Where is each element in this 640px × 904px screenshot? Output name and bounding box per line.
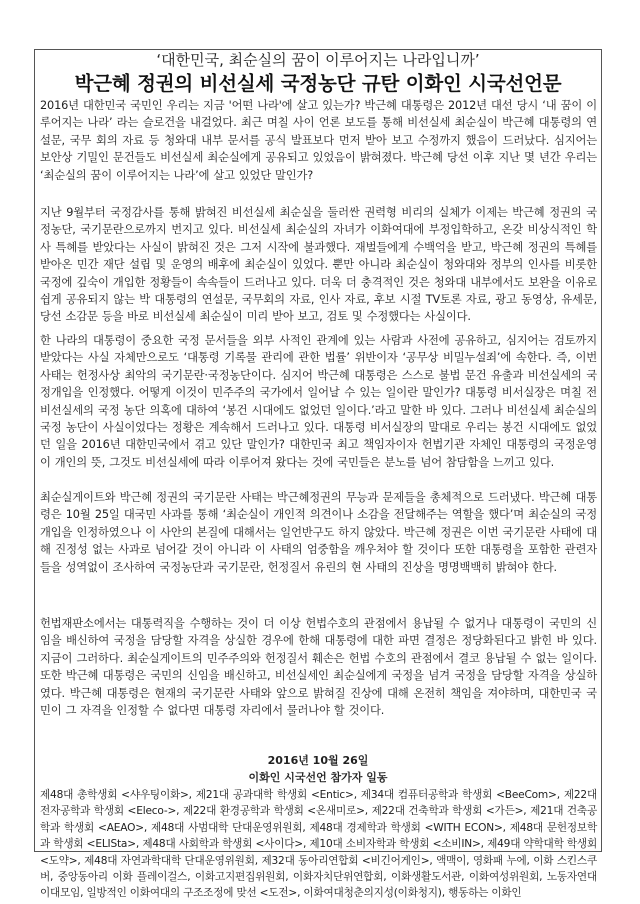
participant-list: 제48대 총학생회 <샤우팅이화>, 제21대 공과대학 학생회 <Entic>, 제34대 컴퓨터공학과 학생회 <BeeCom>, 제22대 전자공학과 학생회 <Eleco->, 제22대 환경공학과 학생회 <온새미로>, 제22대 건축학과 학생회 <가든>, 제21대 건축공학과 학생회 <AEAO>, 제48대 사범대학 단대운영위원회, 제48대 경제학과 학생회 <WITH ECON>, 제48대 문헌정보학과 학생회 <ELISta>, 제48대 사회학과 학생회 <사이다>, 제10대 소비자학과 학생회 <소비IN>, 제49대 약학대학 학생회 <도약>, 제48대 자연과학대학 단대운영위원회, 제32대 동아리연합회 <비긴어게인>, 액맥이, 영화패 누에, 이화 스킨스쿠버, 중앙동아리 이화 플레이걸스, 이화고지편집위원회, 이화자치단위연합회, 이화생활도서관, 이화여성위원회, 노동자연대 이대모임, 일방적인 이화여대의 구조조정에 맞선 <도전>, 이화여대청춘의지성(이화청지), 행동하는 이화인 [40, 789, 597, 900]
document-title: 박근혜 정권의 비선실세 국정농단 규탄 이화인 시국선언문 [74, 72, 562, 95]
signature-date: 2016년 10월 26일 [267, 754, 369, 767]
document-subtitle: ‘대한민국, 최순실의 꿈이 이루어지는 나라입니까’ [156, 51, 480, 69]
document-frame [34, 49, 602, 900]
paragraph-4: 최순실게이트와 박근혜 정권의 국기문란 사태는 박근혜정권의 무능과 문제들을 총체적으로 드러냈다. 박근혜 대통령은 10월 25일 대국민 사과를 통해 ‘최순실이 개인적 의견이나 소감을 전달해주는 역할을 했다’며 최순실의 국정 개입을 인정하였으나 이 사안의 본질에 대해서는 일언반구도 하지 않았다. 박근혜 정권은 이번 국기문란 사태에 대해 진정성 없는 사과로 넘어갈 것이 아니라 이 사태의 엄중함을 깨우쳐야 할 것이다 또한 대통령을 포함한 관련자들을 성역없이 조사하여 국정농단과 국기문란, 헌정질서 유린의 현 사태의 진상을 명명백백히 밝혀야 한다. [40, 491, 597, 574]
paragraph-3: 한 나라의 대통령이 중요한 국정 문서들을 외부 사적인 관계에 있는 사람과 사전에 공유하고, 심지어는 검토까지 받았다는 사실 자체만으로도 ‘대통령 기록물 관리에 관한 법률’ 위반이자 ‘공무상 비밀누설죄’에 속한다. 즉, 이번 사태는 헌정사상 최악의 국기문란·국정농단이다. 심지어 박근혜 대통령은 스스로 불법 문건 유출과 비선실세의 국정개입을 인정했다. 어떻게 이것이 민주주의 국가에서 일어날 수 있는 일이란 말인가? 대통령 비서실장은 며칠 전 비선실세의 국정 농단 의혹에 대하여 ‘봉건 시대에도 없었던 일이다.’라고 말한 바 있다. 그러나 비선실세 최순실의 국정 농단이 사실이었다는 정황은 계속해서 드러나고 있다. 대통령 비서실장의 말대로 우리는 봉건 시대에도 없었던 일을 2016년 대한민국에서 겪고 있단 말인가? 대한민국 최고 책임자이자 헌법기관 자체인 대통령의 국정운영이 개인의 뜻, 그것도 비선실세에 따라 이루어져 왔다는 것에 국민들은 분노를 넘어 참담함을 느끼고 있다. [40, 334, 597, 469]
signature-group: 이화인 시국선언 참가자 일동 [248, 771, 388, 784]
paragraph-1: 2016년 대한민국 국민인 우리는 지금 '어떤 나라'에 살고 있는가? 박근혜 대통령은 2012년 대선 당시 ‘내 꿈이 이루어지는 나라’ 라는 슬로건을 내걸었다. 최근 며칠 사이 언론 보도를 통해 비선실세 최순실이 박근혜 대통령의 연설문, 국무 회의 자료 등 청와대 내부 문서를 공식 발표보다 먼저 받아 보고 수정까지 했음이 드러났다. 심지어는 보안상 기밀인 문건들도 비선실세 최순실에게 공유되고 있었음이 밝혀졌다. 박근혜 당선 이후 지난 몇 년간 우리는 ‘최순실의 꿈이 이루어지는 나라’에 살고 있었단 말인가? [40, 99, 597, 182]
paragraph-2: 지난 9월부터 국정감사를 통해 밝혀진 비선실세 최순실을 둘러싼 권력형 비리의 실체가 이제는 박근혜 정권의 국정농단, 국기문란으로까지 번지고 있다. 비선실세 최순실의 자녀가 이화여대에 부정입학하고, 온갖 비상식적인 학사 특혜를 받았다는 사실이 밝혀진 것은 그저 시작에 불과했다. 재벌들에게 수백억을 받고, 박근혜 정권의 특혜를 받아온 민간 재단 설립 및 운영의 배후에 최순실이 있었다. 뿐만 아니라 최순실이 청와대와 정부의 인사를 비롯한 국정에 깊숙이 개입한 정황들이 속속들이 드러나고 있다. 더욱 더 충격적인 것은 청와대 내부에서도 보완을 이유로 쉽게 공유되지 않는 박 대통령의 연설문, 국무회의 자료, 인사 자료, 후보 시절 TV토론 자료, 광고 동영상, 유세문, 당선 소감문 등을 바로 비선실세 최순실이 미리 받아 보고, 검토 및 수정했다는 사실이다. [40, 206, 597, 324]
paragraph-5: 헌법재판소에서는 대통력직을 수행하는 것이 더 이상 헌법수호의 관점에서 용납될 수 없거나 대통령이 국민의 신임을 배신하여 국정을 담당할 자격을 상실한 경우에 한해 대통령에 대한 파면 결정은 정당화된다고 밝힌 바 있다. 지금이 그러하다. 최순실게이트의 민주주의와 헌정질서 훼손은 헌법 수호의 관점에서 결코 용납될 수 없는 일이다. 또한 박근혜 대통령은 국민의 신임을 배신하고, 비선실세인 최순실에게 국정을 넘겨 국정을 담당할 자격을 상실하였다. 박근혜 대통령은 현재의 국기문란 사태와 앞으로 밝혀질 진상에 대해 온전히 책임을 져야하며, 대한민국 국민이 그 자격을 인정할 수 없다면 대통령 자리에서 물러나야 할 것이다. [40, 617, 597, 718]
